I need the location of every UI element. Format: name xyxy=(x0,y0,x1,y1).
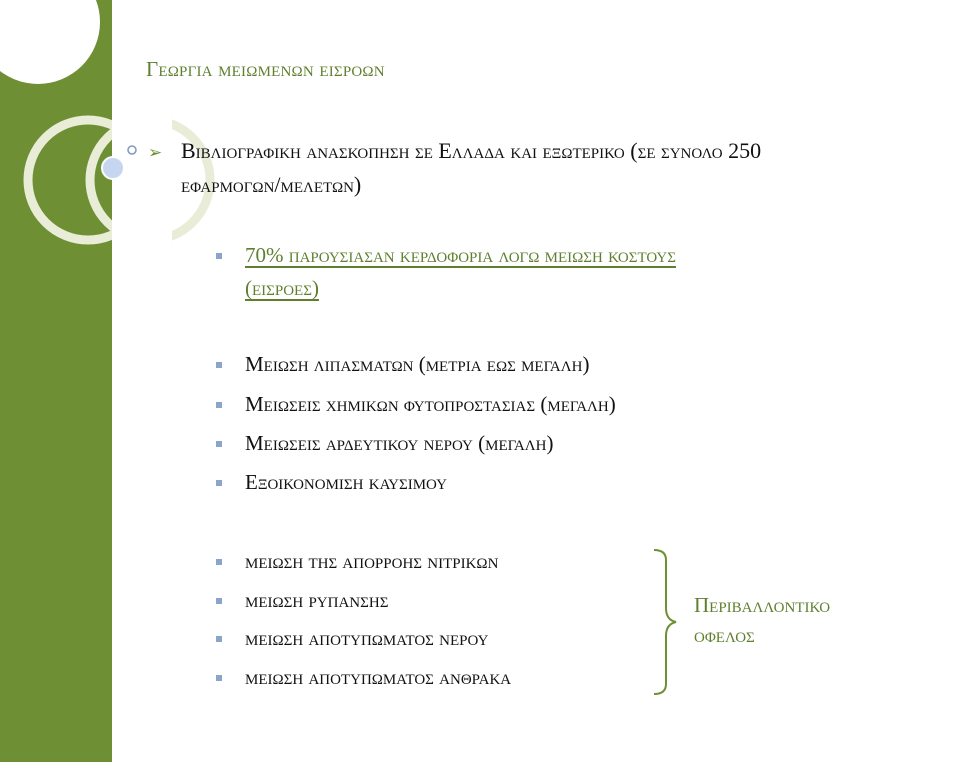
slide-title: Γεωργια μειωμενων εισροων xyxy=(146,57,385,81)
reduction-label: Μειωση λιπασματων (μετρια εως μεγαλη) xyxy=(245,352,590,376)
square-bullet-icon xyxy=(216,559,222,565)
environmental-label: μειωση αποτυπωματοσ ανθρακα xyxy=(245,665,512,689)
blue-dot-large xyxy=(102,157,124,179)
ring-mask xyxy=(112,100,172,260)
highlight-line-2: (εισροεσ) xyxy=(245,276,319,300)
reduction-label: Μειωσεισ χημικων φυτοπροστασιας (μεγαλη) xyxy=(245,392,616,416)
square-bullet-icon xyxy=(216,402,222,408)
blue-dot-small xyxy=(128,146,136,154)
environmental-benefit-label xyxy=(694,590,830,650)
square-bullet-icon xyxy=(216,362,222,368)
benefit-line-2: οφελοσ xyxy=(694,623,755,647)
environmental-label: μειωση της απορροης νιτρικων xyxy=(245,549,499,573)
environmental-label: μειωση ρυπανσης xyxy=(245,588,389,612)
intro-line-2: εφαρμογων/μελετων) xyxy=(181,172,362,197)
intro-text xyxy=(181,134,956,202)
arrow-bullet-icon: ➢ xyxy=(148,143,163,162)
reduction-label: Εξοικονομιση καυσιμου xyxy=(245,470,447,494)
reduction-label: Μειωσεισ αρδευτικου νερου (μεγαλη) xyxy=(245,431,554,455)
environmental-label: μειωση αποτυπωματος νερου xyxy=(245,626,489,650)
square-bullet-icon xyxy=(216,480,222,486)
square-bullet-icon xyxy=(216,253,222,259)
square-bullet-icon xyxy=(216,675,222,681)
square-bullet-icon xyxy=(216,441,222,447)
square-bullet-icon xyxy=(216,636,222,642)
intro-line-1: Βιβλιογραφικη ανασκοπηση σε Ελλαδα και εξωτερικο (σε συνολο 250 xyxy=(181,138,762,163)
curly-brace-icon xyxy=(650,548,680,696)
square-bullet-icon xyxy=(216,598,222,604)
benefit-line-1: Περιβαλλοντικο xyxy=(694,593,831,617)
highlight-line-1: 70% παρουσιασαν κερδοφορια λογω μειωση κοστουσ xyxy=(245,243,676,267)
